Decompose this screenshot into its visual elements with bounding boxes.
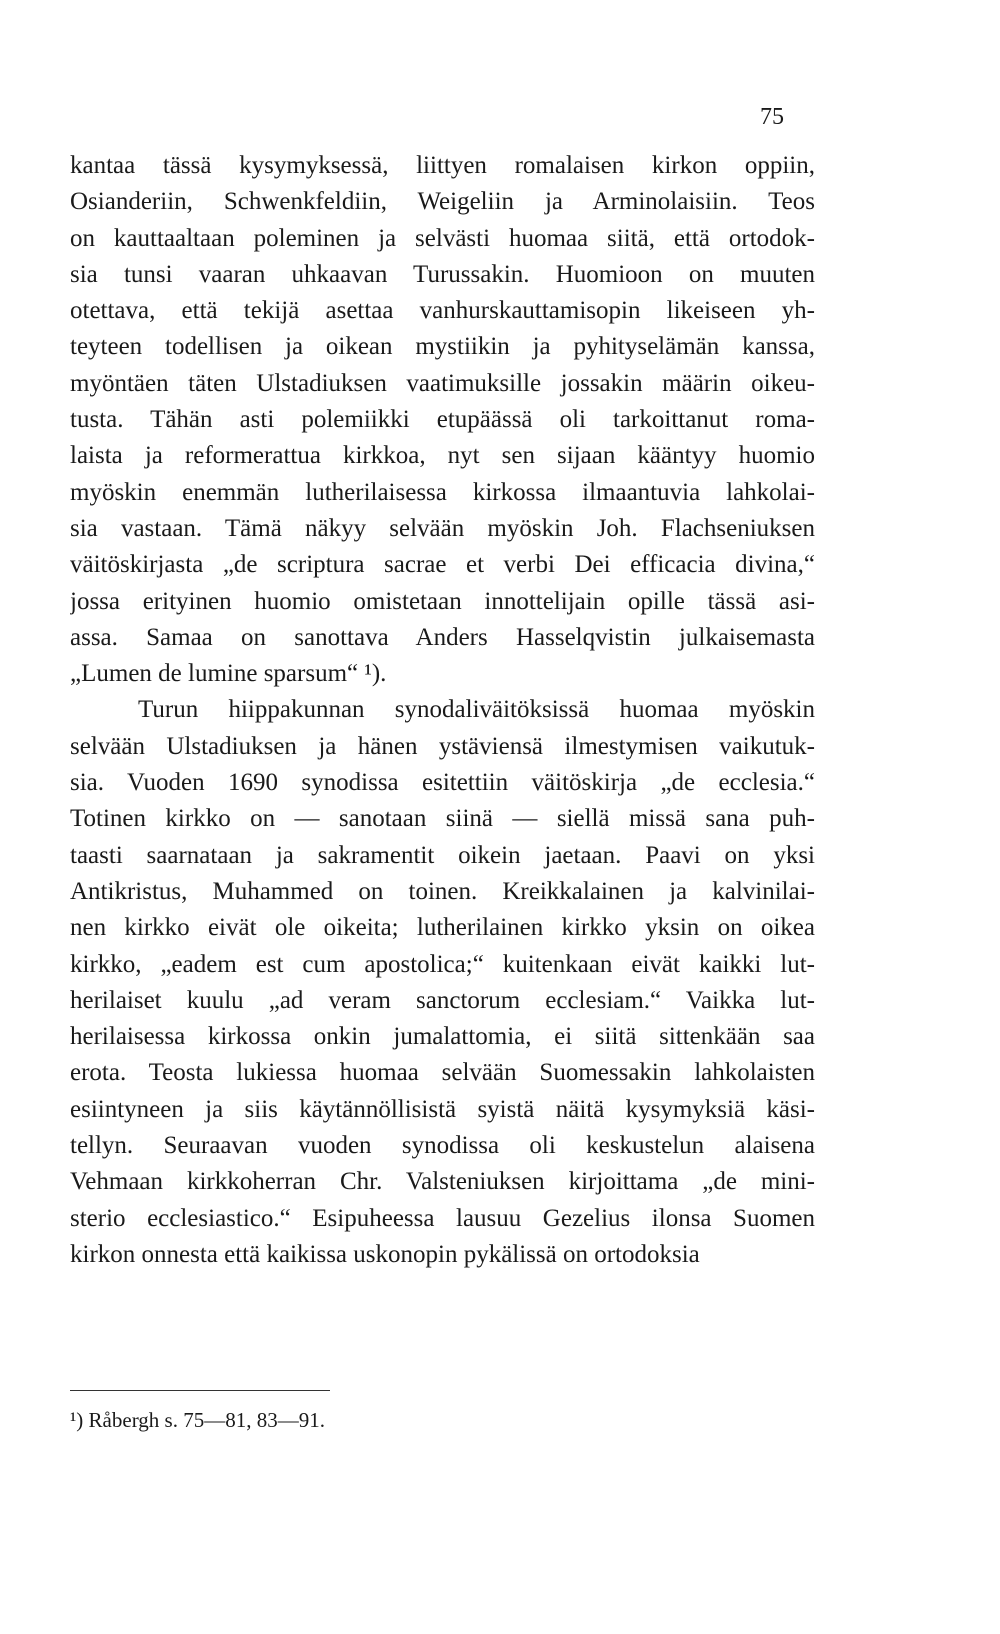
text-line: nen kirkko eivät ole oikeita; lutherilainen kirkko yksin on oikea	[70, 914, 815, 942]
text-line: väitöskirjasta „de scriptura sacrae et verbi Dei efficacia divina,“	[70, 551, 815, 579]
text-line: sia. Vuoden 1690 synodissa esitettiin väitöskirja „de ecclesia.“	[70, 769, 815, 797]
body-text	[70, 148, 815, 1273]
text-line: sterio ecclesiastico.“ Esipuheessa lausuu Gezelius ilonsa Suomen	[70, 1204, 815, 1232]
text-line: Vehmaan kirkkoherran Chr. Valsteniuksen kirjoittama „de mini-	[70, 1168, 815, 1196]
text-line: tellyn. Seuraavan vuoden synodissa oli keskustelun alaisena	[70, 1132, 815, 1160]
text-line: esiintyneen ja siis käytännöllisistä syistä näitä kysymyksiä käsi-	[70, 1095, 815, 1123]
text-line: kirkon onnesta että kaikissa uskonopin pykälissä on ortodoksia	[70, 1240, 700, 1268]
page-number: 75	[760, 104, 784, 130]
text-line: jossa erityinen huomio omistetaan innottelijain opille tässä asi-	[70, 587, 815, 615]
text-line: otettava, että tekijä asettaa vanhurskauttamisopin likeiseen yh-	[70, 297, 815, 325]
text-line: laista ja reformerattua kirkkoa, nyt sen sijaan kääntyy huomio	[70, 442, 815, 470]
text-line: selvään Ulstadiuksen ja hänen ystäviensä ilmestymisen vaikutuk-	[70, 732, 815, 760]
text-line: taasti saarnataan ja sakramentit oikein jaetaan. Paavi on yksi	[70, 841, 815, 869]
text-line: Totinen kirkko on — sanotaan siinä — siellä missä sana puh-	[70, 805, 815, 833]
text-line: kantaa tässä kysymyksessä, liittyen romalaisen kirkon oppiin,	[70, 152, 815, 179]
text-line: erota. Teosta lukiessa huomaa selvään Suomessakin lahkolaisten	[70, 1059, 815, 1087]
text-line: teyteen todellisen ja oikean mystiikin ja pyhityselämän kanssa,	[70, 333, 815, 361]
text-line: „Lumen de lumine sparsum“ ¹).	[70, 660, 387, 688]
footnote-divider	[70, 1390, 330, 1391]
text-line: herilaisessa kirkossa onkin jumalattomia, ei siitä sittenkään saa	[70, 1023, 815, 1051]
text-line: myöskin enemmän lutherilaisessa kirkossa ilmaantuvia lahkolai-	[70, 478, 815, 506]
text-line: sia tunsi vaaran uhkaavan Turussakin. Huomioon on muuten	[70, 260, 815, 288]
text-line: kirkko, „eadem est cum apostolica;“ kuitenkaan eivät kaikki lut-	[70, 950, 815, 978]
footnote: ¹) Råbergh s. 75—81, 83—91.	[70, 1408, 325, 1432]
text-line: myöntäen täten Ulstadiuksen vaatimuksille jossakin määrin oikeu-	[70, 369, 815, 397]
text-line: Turun hiippakunnan synodaliväitöksissä huomaa myöskin	[138, 696, 815, 724]
text-line: Antikristus, Muhammed on toinen. Kreikkalainen ja kalvinilai-	[70, 877, 815, 905]
text-line: Osianderiin, Schwenkfeldiin, Weigeliin ja Arminolaisiin. Teos	[70, 188, 815, 216]
text-line: herilaiset kuulu „ad veram sanctorum ecclesiam.“ Vaikka lut-	[70, 986, 815, 1014]
text-line: assa. Samaa on sanottava Anders Hasselqvistin julkaisemasta	[70, 623, 815, 651]
text-line: sia vastaan. Tämä näkyy selvään myöskin Joh. Flachseniuksen	[70, 514, 815, 542]
text-line: tusta. Tähän asti polemiikki etupäässä oli tarkoittanut roma-	[70, 406, 815, 434]
text-line: on kauttaaltaan poleminen ja selvästi huomaa siitä, että ortodok-	[70, 224, 815, 252]
